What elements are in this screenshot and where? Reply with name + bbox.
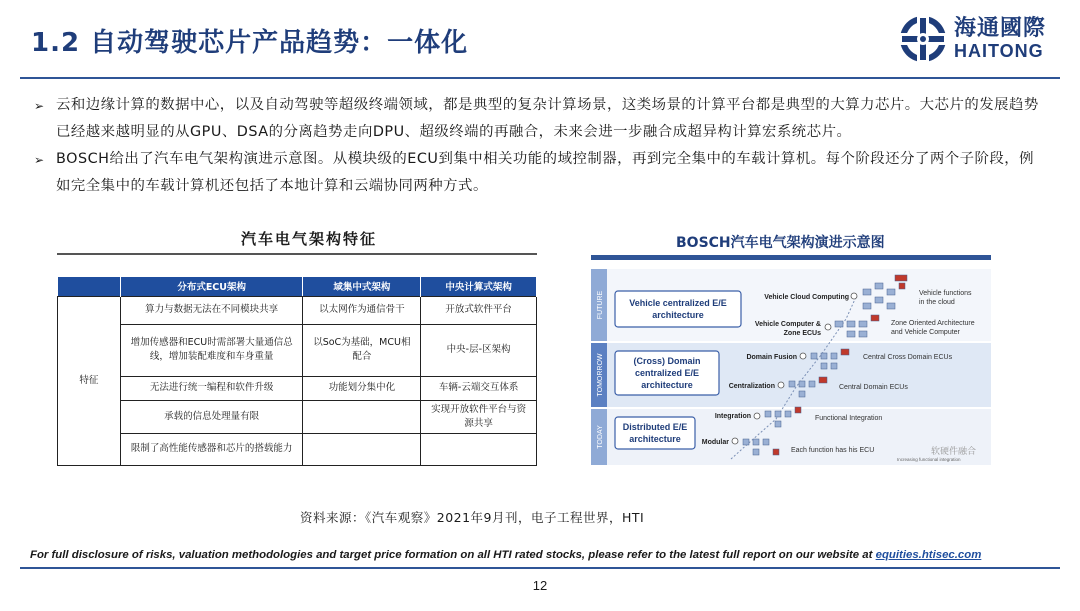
band-label-today: TODAY [597,425,604,449]
step-description: Zone Oriented Architecture [891,320,975,327]
haitong-logo-icon [898,14,948,64]
stage-box-label: Distributed E/E [622,422,688,432]
step-node [732,438,738,444]
row-label-cell: 特征 [58,296,121,465]
watermark: 软硬件融合 [931,447,977,457]
bullet-list [34,92,1044,200]
table-row [58,376,537,400]
step-label: Vehicle Cloud Computing [764,294,849,301]
step-label: Centralization [728,383,775,390]
stage-box-label: architecture [652,310,704,320]
table-cell: 承载的信息处理量有限 [120,400,303,433]
page-number: 12 [532,578,548,593]
step-label: Vehicle Computer & [754,321,821,328]
stage-box-label: Vehicle centralized E/E [629,298,727,308]
table-row [58,433,537,465]
footer-divider [20,567,1060,569]
step-label: Integration [714,413,751,420]
table-cell [303,433,421,465]
step-description: Central Domain ECUs [839,384,908,391]
step-description: Vehicle functions [919,290,972,297]
table-cell: 中央-层-区架构 [421,324,537,376]
table-cell: 增加传感器和ECU时需部署大量通信总线，增加装配难度和车身重量 [120,324,303,376]
bullet-item [34,92,1044,146]
table-cell: 功能划分集中化 [303,376,421,400]
step-label: Domain Fusion [746,354,797,361]
step-node [800,353,806,359]
table-cell: 算力与数据无法在不同模块共享 [120,296,303,324]
diagram-title-divider [591,255,991,260]
axis-label: Increasing functional integration [897,457,961,462]
step-node [778,382,784,388]
step-node [851,293,857,299]
bosch-ee-architecture-diagram [591,269,991,465]
disclaimer [30,549,981,561]
table-cell: 以太网作为通信骨干 [303,296,421,324]
table-row [58,296,537,324]
logo-english-text: HAITONG [954,41,1044,61]
step-description: Each function has his ECU [791,447,875,454]
disclaimer-link[interactable]: equities.htisec.com [875,549,982,561]
step-label: Zone ECUs [783,330,821,337]
bullet-item [34,146,1044,200]
step-node [825,324,831,330]
table-cell [303,400,421,433]
haitong-logo [898,10,1058,68]
band-label-future: FUTURE [597,290,604,320]
step-description: in the cloud [919,299,955,306]
table-cell: 限制了高性能传感器和芯片的搭载能力 [120,433,303,465]
table-header-cell: 域集中式架构 [303,277,421,296]
table-cell: 车辆-云端交互体系 [421,376,537,400]
header-divider [20,77,1060,79]
logo-chinese-text: 海通國際 [954,16,1047,41]
stage-box-label: architecture [629,434,681,444]
table-header-cell [58,277,121,296]
bullet-text: 云和边缘计算的数据中心，以及自动驾驶等超级终端领域，都是典型的复杂计算场景，这类场景的计算平台都是典型的大算力芯片。大芯片的发展趋势已经越来越明显的从GPU、DSA的分离趋势走向DPU、超级终端的再融合，未来会进一步融合成超异构计算宏系统芯片。 [56,97,1039,140]
stage-box-label: architecture [641,380,693,390]
step-description: Functional Integration [815,415,883,422]
architecture-table [57,277,537,466]
table-title-divider [57,253,537,255]
diagram-title: BOSCH汽车电气架构演进示意图 [676,235,885,251]
arrow-bullet-icon: ➢ [34,153,45,167]
disclaimer-text: For full disclosure of risks, valuation methodologies and target price formation on all HTI rated stocks, please refer to the latest full report on our website at [30,549,876,561]
table-header-cell: 中央计算式架构 [421,277,537,296]
stage-box-label: (Cross) Domain [633,356,701,366]
source-note: 资料来源：《汽车观察》2021年9月刊，电子工程世界，HTI [300,510,645,525]
stage-box-label: centralized E/E [634,368,700,378]
step-node [754,413,760,419]
table-row [58,324,537,376]
step-label: Modular [701,439,729,446]
table-header-cell: 分布式ECU架构 [120,277,303,296]
table-cell: 开放式软件平台 [421,296,537,324]
step-description: Central Cross Domain ECUs [863,354,953,361]
table-cell [421,433,537,465]
table-cell: 以SoC为基础，MCU相配合 [303,324,421,376]
step-description: and Vehicle Computer [891,329,960,336]
page-title: 1.2 自动驾驶芯片产品趋势：一体化 [31,28,469,58]
table-title: 汽车电气架构特征 [241,230,378,248]
table-cell: 无法进行统一编程和软件升级 [120,376,303,400]
arrow-bullet-icon: ➢ [34,99,45,113]
bullet-text: BOSCH给出了汽车电气架构演进示意图。从模块级的ECU到集中相关功能的域控制器，再到完全集中的车载计算机。每个阶段还分了两个子阶段，例如完全集中的车载计算机还包括了本地计算和云端协同两种方式。 [56,151,1035,194]
table-cell: 实现开放软件平台与资源共享 [421,400,537,433]
band-label-tomorrow: TOMORROW [597,353,604,397]
stage-box [615,291,741,327]
table-header-row [58,277,537,296]
table-row [58,400,537,433]
